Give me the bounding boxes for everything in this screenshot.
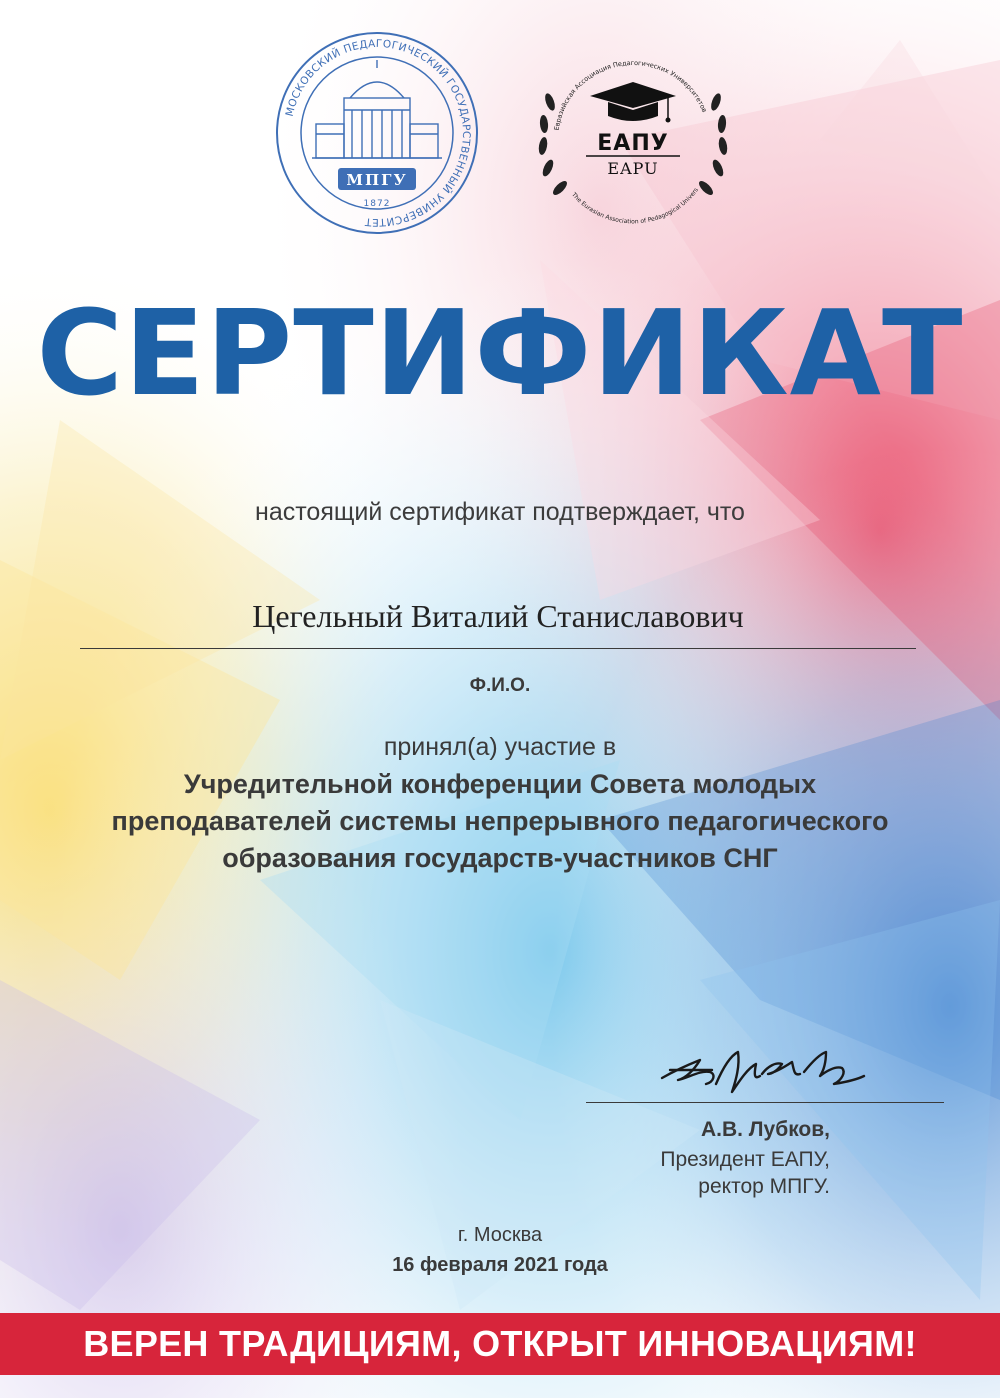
eapu-abbr-en: EAPU xyxy=(607,159,659,178)
eapu-bottom-text: The Eurasian Association of Pedagogical Univers xyxy=(570,186,700,226)
eapu-top-text: Евразийская Ассоциация Педагогических Университетов xyxy=(552,58,709,131)
place-text: г. Москва xyxy=(457,1224,543,1246)
event-line-3: образования государств-участников СНГ xyxy=(222,843,778,873)
date-text: 16 февраля 2021 года xyxy=(392,1254,608,1276)
signature-line xyxy=(586,1102,944,1103)
mpgu-logo xyxy=(272,28,482,238)
signer-title-president: Президент ЕАПУ, xyxy=(660,1148,830,1171)
fio-label: Ф.И.О. xyxy=(469,675,531,696)
slogan-text: ВЕРЕН ТРАДИЦИЯМ, ОТКРЫТ ИННОВАЦИЯМ! xyxy=(83,1323,917,1364)
participation-text: принял(а) участие в xyxy=(383,733,617,761)
event-line-2: преподавателей системы непрерывного педагогического xyxy=(111,806,889,836)
signature-icon xyxy=(656,1040,870,1100)
graduation-cap-icon xyxy=(590,82,676,123)
event-name xyxy=(0,766,1000,877)
mpgu-abbr: МПГУ xyxy=(346,171,408,189)
intro-text: настоящий сертификат подтверждает, что xyxy=(255,498,745,526)
name-underline xyxy=(80,648,916,649)
signer-title-rector: ректор МПГУ. xyxy=(698,1175,830,1198)
eapu-abbr-ru: ЕАПУ xyxy=(597,131,669,156)
mpgu-ring-text: МОСКОВСКИЙ ПЕДАГОГИЧЕСКИЙ ГОСУДАРСТВЕННЫЙ УНИВЕРСИТЕТ xyxy=(283,37,473,229)
eapu-logo xyxy=(528,40,738,240)
mpgu-year: 1872 xyxy=(363,199,391,209)
certificate-title: СЕРТИФИКАТ xyxy=(36,284,964,422)
signer-name: А.В. Лубков, xyxy=(700,1118,830,1141)
event-line-1: Учредительной конференции Совета молодых xyxy=(183,769,817,799)
recipient-name: Цегельный Виталий Станиславович xyxy=(252,598,744,634)
